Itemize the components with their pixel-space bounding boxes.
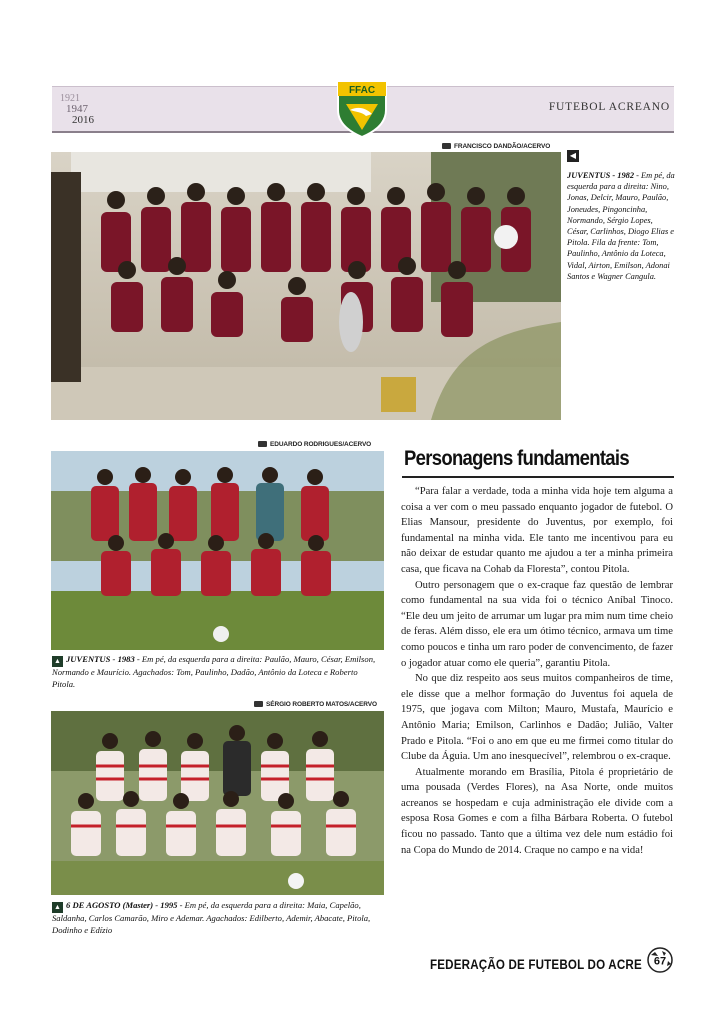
photo3-caption-title: 6 DE AGOSTO (Master) - 1995: [66, 900, 178, 910]
year-2016: 2016: [72, 114, 94, 126]
year-1947: 1947: [66, 103, 88, 115]
article-body: [401, 484, 673, 858]
photo-juventus-1983: [51, 451, 384, 650]
photo2-caption-title: JUVENTUS - 1983: [66, 654, 135, 664]
photo3-credit: SÉRGIO ROBERTO MATOS/ACERVO: [254, 701, 377, 708]
article-paragraph-4: Atualmente morando em Brasília, Pitola é proprietário de uma pousada (Verdes Flores), na Asa Norte, onde muitos acreanos se hospedam e cuja administração ele divide com a esposa Rosa Gomes e com a filha Bárbara Roberta. O futebol ficou no passado. Tanto que a última vez dele num estádio foi na Copa do Mundo de 2014. Craque no campo e na vida!: [401, 766, 673, 856]
photo1-credit: FRANCISCO DANDÃO/ACERVO: [442, 143, 550, 150]
photo3-caption-body: - Em pé, da esquerda para a direita: Maia, Capelão, Saldanha, Carlos Camarão, Miro e Ademar. Agachados: Edilberto, Ademir, Abacate, Pitola, Dodinho e Edízio: [52, 900, 371, 935]
header-years: [60, 93, 120, 129]
camera-icon: [442, 143, 451, 149]
caption-triangle-icon: ▲: [52, 902, 63, 913]
footer-federation-name: FEDERAÇÃO DE FUTEBOL DO ACRE: [430, 957, 642, 972]
year-1921: 1921: [60, 93, 80, 104]
photo3-caption: [52, 900, 382, 936]
photo1-caption-body: - Em pé, da esquerda para a direita: Nino, Jonas, Delcir, Mauro, Paulão, Joneudes, Pingoncinha, Normando, Sérgio Lopes, César, Carlinhos, Diogo Elias e Pitola. Fila da frente: Tom, Paulinho, Antônio da Loteca, Vidal, Airton, Emilson, Adonai Santos e Wagner Cangula.: [567, 171, 675, 281]
logo-text: FFAC: [348, 85, 376, 96]
header-section-title: FUTEBOL ACREANO: [548, 101, 670, 113]
photo2-caption: [52, 654, 382, 690]
article-paragraph-1: “Para falar a verdade, toda a minha vida hoje tem alguma a coisa a ver com o meu passado enquanto jogador de futebol. O Elias Mansour, presidente do Juventus, por exemplo, foi fundamental na minha vida. Ele tanto me incentivou para eu não deixar de estudar quanto me ajudou a ter a minha primeira casa, que ficava na Cohab da Floresta”, contou Pitola.: [401, 486, 673, 575]
ffac-shield-logo: [336, 80, 388, 138]
camera-icon: [258, 441, 267, 447]
photo-6-de-agosto-1995: [51, 711, 384, 895]
caption-triangle-icon: ▲: [52, 656, 63, 667]
article-title: Personagens fundamentais: [404, 446, 629, 470]
photo1-caption: [567, 150, 675, 282]
photo-juventus-1982: [51, 152, 561, 420]
photo2-caption-body: - Em pé, da esquerda para a direita: Paulão, Mauro, César, Emilson, Normando e Maurício. Agachados: Tom, Paulinho, Dadão, Antônio da Loteca e Roberto Pitola.: [52, 654, 376, 689]
article-paragraph-2: Outro personagem que o ex-craque faz questão de lembrar como fundamental na sua vida foi o técnico Aníbal Tinoco. “Ele deu um jeito de arrumar um lugar pra mim num time cheio de feras. Além disso, ele era um ótimo técnico, armava um time como poucos e tinha um raro poder de convencimento, de fazer o jogador atuar como ele queria”, garantiu Pitola.: [401, 579, 673, 669]
title-rule: [402, 476, 674, 478]
photo1-caption-title: JUVENTUS - 1982: [567, 171, 635, 180]
page-number-badge: [647, 947, 673, 973]
photo2-credit: EDUARDO RODRIGUES/ACERVO: [258, 441, 371, 448]
camera-icon: [254, 701, 263, 707]
caption-arrow-icon: ◀: [567, 150, 579, 162]
article-paragraph-3: No que diz respeito aos seus muitos companheiros de time, ele disse que a melhor formação do Juventus foi aquela de 1975, que jogava com Milton; Mauro, Mustafa, Maurício e Antônio Maria; Emilson, Carlinhos e Dadão; Julião, Valter Prado e Pitola. “Foi o ano em que eu me firmei como titular do Clube da Águia. Um ano inesquecível”, relembrou o ex-craque.: [401, 673, 673, 763]
page-number: 67: [653, 955, 667, 968]
